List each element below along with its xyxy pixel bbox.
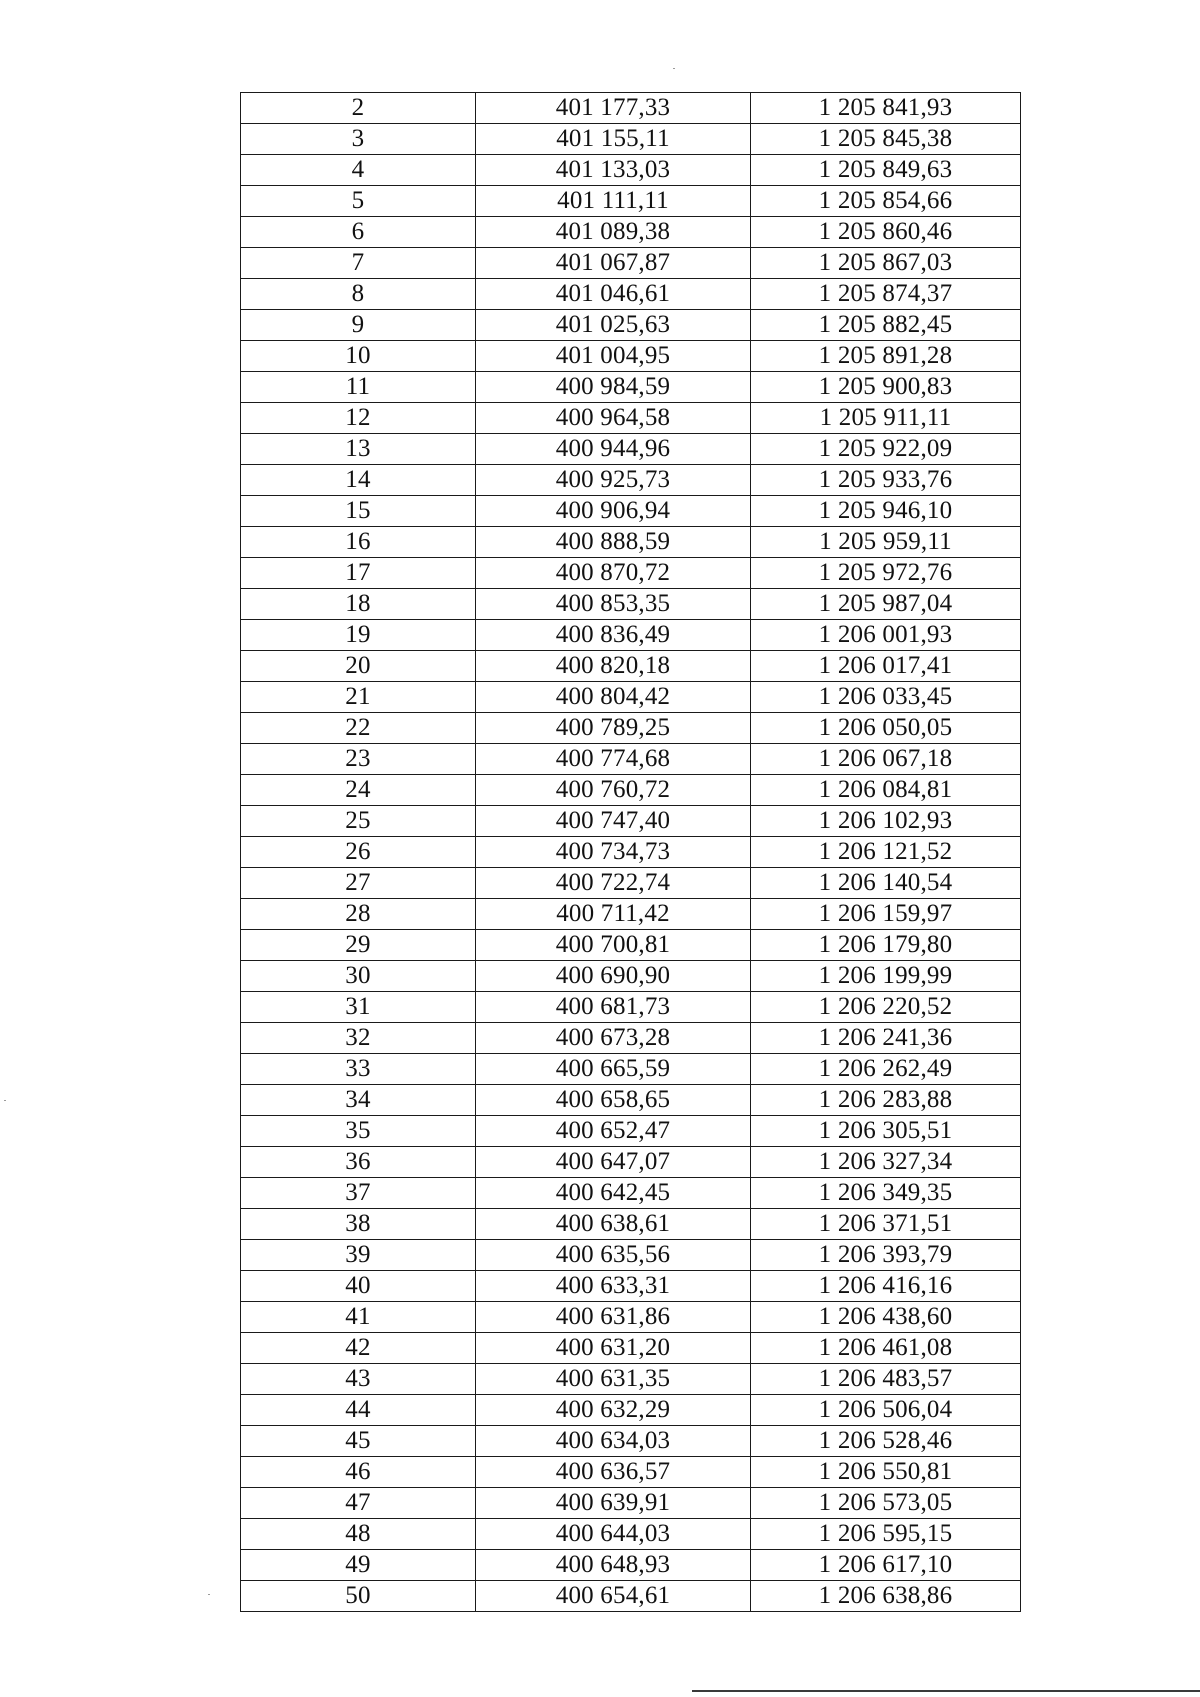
y-coordinate-cell: 1 206 283,88 [751, 1085, 1021, 1116]
y-coordinate-cell: 1 206 033,45 [751, 682, 1021, 713]
table-row [241, 620, 1021, 651]
point-number-cell: 50 [241, 1581, 476, 1612]
x-coordinate-cell: 400 665,59 [476, 1054, 751, 1085]
point-number-cell: 10 [241, 341, 476, 372]
point-number-cell: 48 [241, 1519, 476, 1550]
x-coordinate-cell: 400 632,29 [476, 1395, 751, 1426]
table-row [241, 496, 1021, 527]
x-coordinate-cell: 400 652,47 [476, 1116, 751, 1147]
table-row [241, 248, 1021, 279]
point-number-cell: 47 [241, 1488, 476, 1519]
table-row [241, 961, 1021, 992]
table-row [241, 1364, 1021, 1395]
x-coordinate-cell: 401 089,38 [476, 217, 751, 248]
point-number-cell: 15 [241, 496, 476, 527]
x-coordinate-cell: 400 631,35 [476, 1364, 751, 1395]
y-coordinate-cell: 1 205 922,09 [751, 434, 1021, 465]
table-row [241, 713, 1021, 744]
x-coordinate-cell: 400 870,72 [476, 558, 751, 589]
y-coordinate-cell: 1 206 001,93 [751, 620, 1021, 651]
table-row [241, 1054, 1021, 1085]
table-row [241, 682, 1021, 713]
point-number-cell: 11 [241, 372, 476, 403]
x-coordinate-cell: 400 673,28 [476, 1023, 751, 1054]
x-coordinate-cell: 400 636,57 [476, 1457, 751, 1488]
point-number-cell: 4 [241, 155, 476, 186]
point-number-cell: 28 [241, 899, 476, 930]
point-number-cell: 40 [241, 1271, 476, 1302]
y-coordinate-cell: 1 206 416,16 [751, 1271, 1021, 1302]
point-number-cell: 5 [241, 186, 476, 217]
table-row [241, 434, 1021, 465]
x-coordinate-cell: 400 804,42 [476, 682, 751, 713]
y-coordinate-cell: 1 206 638,86 [751, 1581, 1021, 1612]
x-coordinate-cell: 400 964,58 [476, 403, 751, 434]
point-number-cell: 19 [241, 620, 476, 651]
x-coordinate-cell: 400 820,18 [476, 651, 751, 682]
table-row [241, 1023, 1021, 1054]
table-row [241, 1426, 1021, 1457]
table-row [241, 930, 1021, 961]
y-coordinate-cell: 1 205 891,28 [751, 341, 1021, 372]
point-number-cell: 26 [241, 837, 476, 868]
x-coordinate-cell: 401 067,87 [476, 248, 751, 279]
y-coordinate-cell: 1 206 393,79 [751, 1240, 1021, 1271]
point-number-cell: 30 [241, 961, 476, 992]
y-coordinate-cell: 1 206 595,15 [751, 1519, 1021, 1550]
point-number-cell: 33 [241, 1054, 476, 1085]
table-row [241, 775, 1021, 806]
x-coordinate-cell: 401 004,95 [476, 341, 751, 372]
point-number-cell: 29 [241, 930, 476, 961]
y-coordinate-cell: 1 205 946,10 [751, 496, 1021, 527]
point-number-cell: 42 [241, 1333, 476, 1364]
point-number-cell: 31 [241, 992, 476, 1023]
y-coordinate-cell: 1 205 882,45 [751, 310, 1021, 341]
table-row [241, 1302, 1021, 1333]
x-coordinate-cell: 401 046,61 [476, 279, 751, 310]
point-number-cell: 24 [241, 775, 476, 806]
point-number-cell: 3 [241, 124, 476, 155]
table-row [241, 1178, 1021, 1209]
point-number-cell: 37 [241, 1178, 476, 1209]
x-coordinate-cell: 400 631,20 [476, 1333, 751, 1364]
point-number-cell: 36 [241, 1147, 476, 1178]
table-row [241, 1085, 1021, 1116]
y-coordinate-cell: 1 206 305,51 [751, 1116, 1021, 1147]
point-number-cell: 23 [241, 744, 476, 775]
coordinates-table [240, 92, 1021, 1612]
table-row [241, 1581, 1021, 1612]
table-row [241, 1395, 1021, 1426]
x-coordinate-cell: 400 635,56 [476, 1240, 751, 1271]
table-row [241, 186, 1021, 217]
point-number-cell: 49 [241, 1550, 476, 1581]
y-coordinate-cell: 1 206 084,81 [751, 775, 1021, 806]
x-coordinate-cell: 400 760,72 [476, 775, 751, 806]
x-coordinate-cell: 400 647,07 [476, 1147, 751, 1178]
point-number-cell: 9 [241, 310, 476, 341]
point-number-cell: 16 [241, 527, 476, 558]
x-coordinate-cell: 400 711,42 [476, 899, 751, 930]
x-coordinate-cell: 400 681,73 [476, 992, 751, 1023]
table-row [241, 1333, 1021, 1364]
point-number-cell: 7 [241, 248, 476, 279]
table-row [241, 806, 1021, 837]
x-coordinate-cell: 400 853,35 [476, 589, 751, 620]
table-row [241, 1147, 1021, 1178]
x-coordinate-cell: 400 925,73 [476, 465, 751, 496]
table-row [241, 1457, 1021, 1488]
x-coordinate-cell: 400 634,03 [476, 1426, 751, 1457]
x-coordinate-cell: 401 133,03 [476, 155, 751, 186]
y-coordinate-cell: 1 205 867,03 [751, 248, 1021, 279]
point-number-cell: 32 [241, 1023, 476, 1054]
table-row [241, 527, 1021, 558]
page-bottom-rule [692, 1690, 1200, 1692]
table-row [241, 899, 1021, 930]
y-coordinate-cell: 1 206 159,97 [751, 899, 1021, 930]
y-coordinate-cell: 1 205 900,83 [751, 372, 1021, 403]
y-coordinate-cell: 1 206 327,34 [751, 1147, 1021, 1178]
y-coordinate-cell: 1 206 461,08 [751, 1333, 1021, 1364]
point-number-cell: 44 [241, 1395, 476, 1426]
y-coordinate-cell: 1 205 959,11 [751, 527, 1021, 558]
point-number-cell: 18 [241, 589, 476, 620]
y-coordinate-cell: 1 206 241,36 [751, 1023, 1021, 1054]
table-row [241, 465, 1021, 496]
point-number-cell: 46 [241, 1457, 476, 1488]
y-coordinate-cell: 1 205 849,63 [751, 155, 1021, 186]
x-coordinate-cell: 400 888,59 [476, 527, 751, 558]
y-coordinate-cell: 1 206 506,04 [751, 1395, 1021, 1426]
point-number-cell: 21 [241, 682, 476, 713]
table-row [241, 992, 1021, 1023]
y-coordinate-cell: 1 205 911,11 [751, 403, 1021, 434]
table-row [241, 1271, 1021, 1302]
y-coordinate-cell: 1 206 550,81 [751, 1457, 1021, 1488]
table-row [241, 279, 1021, 310]
x-coordinate-cell: 400 944,96 [476, 434, 751, 465]
y-coordinate-cell: 1 206 067,18 [751, 744, 1021, 775]
y-coordinate-cell: 1 206 102,93 [751, 806, 1021, 837]
y-coordinate-cell: 1 206 349,35 [751, 1178, 1021, 1209]
y-coordinate-cell: 1 206 050,05 [751, 713, 1021, 744]
y-coordinate-cell: 1 206 199,99 [751, 961, 1021, 992]
point-number-cell: 25 [241, 806, 476, 837]
x-coordinate-cell: 400 631,86 [476, 1302, 751, 1333]
point-number-cell: 34 [241, 1085, 476, 1116]
y-coordinate-cell: 1 205 845,38 [751, 124, 1021, 155]
y-coordinate-cell: 1 205 933,76 [751, 465, 1021, 496]
x-coordinate-cell: 400 690,90 [476, 961, 751, 992]
y-coordinate-cell: 1 206 262,49 [751, 1054, 1021, 1085]
table-row [241, 1488, 1021, 1519]
y-coordinate-cell: 1 206 140,54 [751, 868, 1021, 899]
point-number-cell: 39 [241, 1240, 476, 1271]
x-coordinate-cell: 400 648,93 [476, 1550, 751, 1581]
table-row [241, 651, 1021, 682]
y-coordinate-cell: 1 206 371,51 [751, 1209, 1021, 1240]
point-number-cell: 14 [241, 465, 476, 496]
table-row [241, 558, 1021, 589]
y-coordinate-cell: 1 205 854,66 [751, 186, 1021, 217]
x-coordinate-cell: 400 789,25 [476, 713, 751, 744]
y-coordinate-cell: 1 206 017,41 [751, 651, 1021, 682]
y-coordinate-cell: 1 205 874,37 [751, 279, 1021, 310]
table-row [241, 1209, 1021, 1240]
table-row [241, 868, 1021, 899]
x-coordinate-cell: 401 177,33 [476, 93, 751, 124]
coordinates-table-body [241, 93, 1021, 1612]
x-coordinate-cell: 400 984,59 [476, 372, 751, 403]
x-coordinate-cell: 400 774,68 [476, 744, 751, 775]
x-coordinate-cell: 400 633,31 [476, 1271, 751, 1302]
table-row [241, 744, 1021, 775]
point-number-cell: 6 [241, 217, 476, 248]
y-coordinate-cell: 1 206 121,52 [751, 837, 1021, 868]
y-coordinate-cell: 1 206 617,10 [751, 1550, 1021, 1581]
scan-speck [208, 1594, 210, 1595]
x-coordinate-cell: 401 111,11 [476, 186, 751, 217]
table-row [241, 1240, 1021, 1271]
table-row [241, 837, 1021, 868]
x-coordinate-cell: 400 747,40 [476, 806, 751, 837]
point-number-cell: 22 [241, 713, 476, 744]
table-row [241, 1116, 1021, 1147]
x-coordinate-cell: 400 654,61 [476, 1581, 751, 1612]
point-number-cell: 43 [241, 1364, 476, 1395]
y-coordinate-cell: 1 206 573,05 [751, 1488, 1021, 1519]
point-number-cell: 27 [241, 868, 476, 899]
point-number-cell: 38 [241, 1209, 476, 1240]
scan-speck [4, 1100, 6, 1101]
point-number-cell: 17 [241, 558, 476, 589]
table-row [241, 372, 1021, 403]
point-number-cell: 2 [241, 93, 476, 124]
table-row [241, 310, 1021, 341]
table-row [241, 217, 1021, 248]
x-coordinate-cell: 400 644,03 [476, 1519, 751, 1550]
x-coordinate-cell: 400 836,49 [476, 620, 751, 651]
table-row [241, 589, 1021, 620]
y-coordinate-cell: 1 206 220,52 [751, 992, 1021, 1023]
point-number-cell: 13 [241, 434, 476, 465]
point-number-cell: 8 [241, 279, 476, 310]
y-coordinate-cell: 1 205 860,46 [751, 217, 1021, 248]
table-row [241, 155, 1021, 186]
x-coordinate-cell: 400 642,45 [476, 1178, 751, 1209]
point-number-cell: 45 [241, 1426, 476, 1457]
y-coordinate-cell: 1 206 438,60 [751, 1302, 1021, 1333]
y-coordinate-cell: 1 205 841,93 [751, 93, 1021, 124]
table-row [241, 124, 1021, 155]
scan-speck [673, 68, 675, 69]
table-row [241, 403, 1021, 434]
x-coordinate-cell: 400 638,61 [476, 1209, 751, 1240]
x-coordinate-cell: 401 025,63 [476, 310, 751, 341]
table-row [241, 1550, 1021, 1581]
y-coordinate-cell: 1 206 483,57 [751, 1364, 1021, 1395]
y-coordinate-cell: 1 205 972,76 [751, 558, 1021, 589]
table-row [241, 341, 1021, 372]
point-number-cell: 20 [241, 651, 476, 682]
y-coordinate-cell: 1 205 987,04 [751, 589, 1021, 620]
x-coordinate-cell: 401 155,11 [476, 124, 751, 155]
y-coordinate-cell: 1 206 528,46 [751, 1426, 1021, 1457]
x-coordinate-cell: 400 722,74 [476, 868, 751, 899]
point-number-cell: 35 [241, 1116, 476, 1147]
table-row [241, 93, 1021, 124]
x-coordinate-cell: 400 700,81 [476, 930, 751, 961]
y-coordinate-cell: 1 206 179,80 [751, 930, 1021, 961]
x-coordinate-cell: 400 906,94 [476, 496, 751, 527]
point-number-cell: 41 [241, 1302, 476, 1333]
x-coordinate-cell: 400 639,91 [476, 1488, 751, 1519]
x-coordinate-cell: 400 658,65 [476, 1085, 751, 1116]
x-coordinate-cell: 400 734,73 [476, 837, 751, 868]
point-number-cell: 12 [241, 403, 476, 434]
table-row [241, 1519, 1021, 1550]
